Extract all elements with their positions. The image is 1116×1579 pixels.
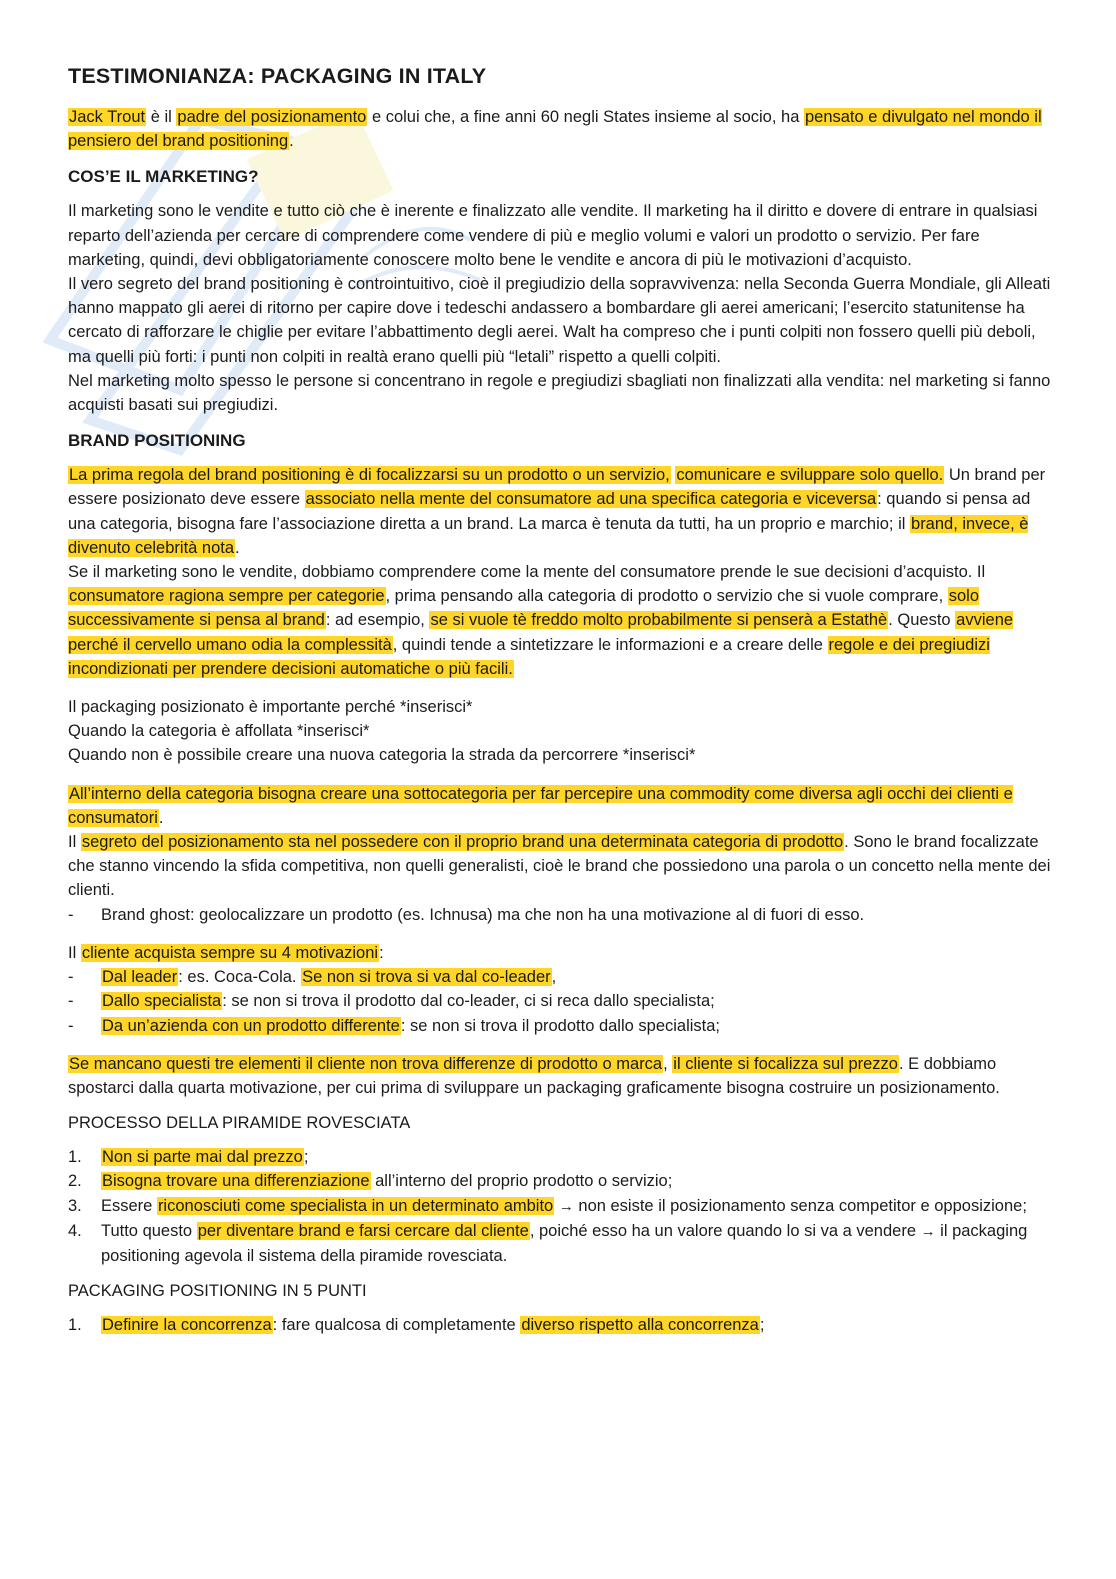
section-heading-marketing: COS’E IL MARKETING? [68,167,259,187]
packaging-list [68,1313,1053,1337]
arrow-right-icon: → [920,1222,936,1240]
list-item: - Dal leader: es. Coca-Cola. Se non si trova si va dal co-leader, [68,965,1053,989]
paragraph: Il cliente acquista sempre su 4 motivazioni: [68,943,384,962]
paragraph: La prima regola del brand positioning è di focalizzarsi su un prodotto o un servizio, comunicare e sviluppare solo quello. Un brand per essere posizionato deve essere associato nella mente del consumatore ad una specifica categoria e viceversa: quando si pensa ad una categoria, bisogna fare l’associazione diretta a un brand. La marca è tenuta da tutti, ha un proprio e marchio; il brand, invece, è divenuto celebrità nota. [68,466,1046,557]
arrow-right-icon: → [558,1197,574,1215]
insert-line: Il packaging posizionato è importante perché *inserisci* [68,698,473,717]
list-item: 1. Definire la concorrenza: fare qualcosa di completamente diverso rispetto alla concorrenza; [68,1316,765,1335]
paragraph: Il marketing sono le vendite e tutto ciò che è inerente e finalizzato alle vendite. Il marketing ha il diritto e dovere di entrare in qualsiasi reparto dell’azienda per cercare di comprendere come vendere di più e meglio volumi e valori un prodotto o servizio. Per fare marketing, quindi, devi obbligatoriamente conoscere molto bene le vendite e ancora di più le motivazioni d’acquisto. [68,202,1038,269]
section-heading-brand-positioning: BRAND POSITIONING [68,431,246,451]
paragraph: Nel marketing molto spesso le persone si concentrano in regole e pregiudizi sbagliati non finalizzati alla vendita: nel marketing si fanno acquisti basati sui pregiudizi. [68,371,1051,415]
document-title: TESTIMONIANZA: PACKAGING IN ITALY [68,64,487,88]
paragraph: All’interno della categoria bisogna creare una sottocategoria per far percepire una commodity come diversa agli occhi dei clienti e consumatori. [68,784,1013,827]
list-item: - Brand ghost: geolocalizzare un prodotto (es. Ichnusa) ma che non ha una motivazione al di fuori di esso. [68,903,1053,927]
brand-ghost-list [68,903,1053,927]
insert-line: Quando non è possibile creare una nuova categoria la strada da percorrere *inserisci* [68,746,696,765]
section-heading-piramide: PROCESSO DELLA PIRAMIDE ROVESCIATA [68,1114,411,1133]
list-item: 1. Non si parte mai dal prezzo; [68,1148,309,1167]
paragraph: Se mancano questi tre elementi il cliente non trova differenze di prodotto o marca, il cliente si focalizza sul prezzo. E dobbiamo spostarci dalla quarta motivazione, per cui prima di sviluppare un packaging graficamente bisogna costruire un posizionamento. [68,1054,1000,1097]
highlight: Jack Trout [69,108,146,126]
list-item: - Dallo specialista: se non si trova il prodotto dal co-leader, ci si reca dallo specialista; [68,989,1053,1013]
list-item: - Da un’azienda con un prodotto differente: se non si trova il prodotto dallo specialista; [68,1014,1053,1038]
list-item: 4. Tutto questo per diventare brand e farsi cercare dal cliente, poiché esso ha un valore quando lo si va a vendere → il packaging positioning agevola il sistema della piramide rovesciata. [68,1221,1028,1265]
highlight: padre del posizionamento [177,108,367,126]
paragraph: Il segreto del posizionamento sta nel possedere con il proprio brand una determinata categoria di prodotto. Sono le brand focalizzate che stanno vincendo la sfida competitiva, non quelli generalisti, cioè le brand che possiedono una parola o un concetto nella mente dei clienti. [68,833,1051,900]
highlight: pensato e divulgato nel mondo il pensiero del brand positioning [68,108,1042,151]
section-heading-packaging: PACKAGING POSITIONING IN 5 PUNTI [68,1282,367,1301]
motivations-list [68,965,1053,1038]
paragraph: Il vero segreto del brand positioning è controintuitivo, cioè il pregiudizio della sopravvivenza: nella Seconda Guerra Mondiale, gli Alleati hanno mappato gli aerei di ritorno per capire dove i tedeschi andassero a bombardare gli aerei americani; l’esercito statunitense ha cercato di rafforzare le chiglie per evitare l’abbattimento degli aerei. Walt ha compreso che i punti colpiti non fossero quelli più deboli, ma quelli più forti: i punti non colpiti in realtà erano quelli più “letali” rispetto a quelli colpiti. [68,275,1051,366]
intro-paragraph: Jack Trout è il padre del posizionamento e colui che, a fine anni 60 negli States insieme al socio, ha pensato e divulgato nel mondo il pensiero del brand positioning. [68,108,1042,151]
insert-line: Quando la categoria è affollata *inserisci* [68,722,370,741]
document-page [68,64,1053,1337]
list-item: 2. Bisogna trovare una differenziazione all’interno del proprio prodotto o servizio; [68,1172,673,1191]
piramide-list [68,1145,1053,1268]
paragraph: Se il marketing sono le vendite, dobbiamo comprendere come la mente del consumatore prende le sue decisioni d’acquisto. Il consumatore ragiona sempre per categorie, prima pensando alla categoria di prodotto o servizio che si vuole comprare, solo successivamente si pensa al brand: ad esempio, se si vuole tè freddo molto probabilmente si penserà a Estathè. Questo avviene perché il cervello umano odia la complessità, quindi tende a sintetizzare le informazioni e a creare delle regole e dei pregiudizi incondizionati per prendere decisioni automatiche o più facili. [68,563,1014,678]
list-item: 3. Essere riconosciuti come specialista in un determinato ambito → non esiste il posizionamento senza competitor e opposizione; [68,1196,1027,1215]
